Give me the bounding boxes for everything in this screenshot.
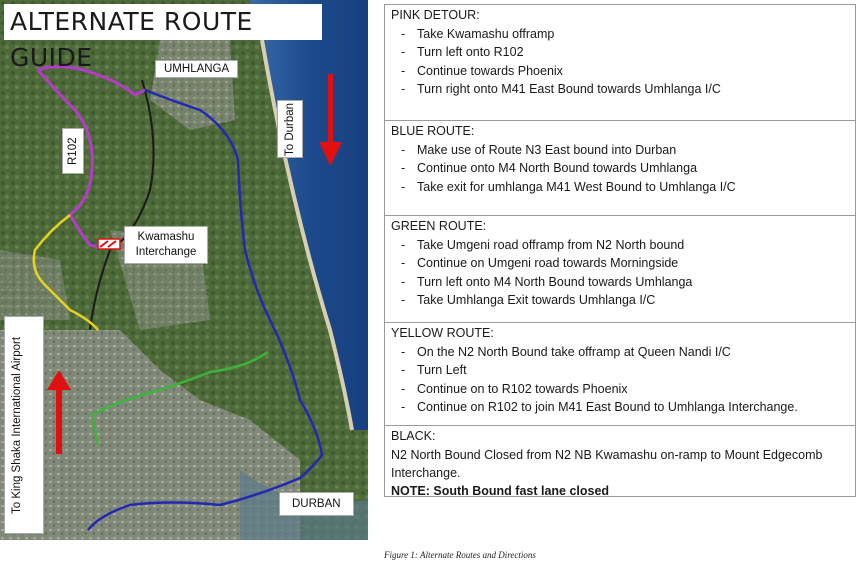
- route-step: - Turn left onto R102: [397, 43, 849, 61]
- route-step: - Take exit for umhlanga M41 West Bound to Umhlanga I/C: [397, 178, 849, 196]
- route-step: - Continue on R102 to join M41 East Bound to Umhlanga Interchange.: [397, 398, 849, 416]
- route-step: - Continue on Umgeni road towards Morningside: [397, 254, 849, 272]
- label-to-durban: To Durban: [277, 100, 303, 158]
- road-closed-sign-icon: [98, 239, 120, 249]
- label-r102: R102: [62, 128, 84, 174]
- black-route-note: NOTE: South Bound fast lane closed: [391, 484, 610, 498]
- route-box-green: [384, 215, 856, 323]
- directions-panel: [384, 4, 856, 496]
- route-map: [0, 0, 368, 540]
- figure-caption: Figure 1: Alternate Routes and Directions: [384, 550, 536, 560]
- route-box-pink: [384, 4, 856, 121]
- label-umhlanga: UMHLANGA: [155, 60, 238, 78]
- route-step: - Turn left onto M4 North Bound towards Umhlanga: [397, 273, 849, 291]
- route-title: PINK DETOUR:: [391, 8, 480, 22]
- route-box-yellow: [384, 322, 856, 426]
- label-to-airport: To King Shaka International Airport: [4, 316, 44, 534]
- route-title: BLUE ROUTE:: [391, 124, 475, 138]
- label-durban: DURBAN: [279, 492, 354, 516]
- route-step: - Continue on to R102 towards Phoenix: [397, 380, 849, 398]
- route-step: - On the N2 North Bound take offramp at Queen Nandi I/C: [397, 343, 849, 361]
- route-box-black: [384, 425, 856, 497]
- route-step: - Take Kwamashu offramp: [397, 25, 849, 43]
- route-step: - Continue towards Phoenix: [397, 62, 849, 80]
- label-kwamashu-interchange: Kwamashu Interchange: [124, 226, 208, 264]
- map-title: ALTERNATE ROUTE GUIDE: [4, 4, 322, 40]
- route-step: - Continue onto M4 North Bound towards Umhlanga: [397, 159, 849, 177]
- route-step: - Turn right onto M41 East Bound towards Umhlanga I/C: [397, 80, 849, 98]
- route-title: YELLOW ROUTE:: [391, 326, 494, 340]
- satellite-map-image: [0, 0, 368, 540]
- route-box-blue: [384, 120, 856, 216]
- route-step: - Take Umgeni road offramp from N2 North bound: [397, 236, 849, 254]
- black-route-text: N2 North Bound Closed from N2 NB Kwamashu on-ramp to Mount Edgecomb Interchange.: [391, 448, 823, 480]
- route-step: - Make use of Route N3 East bound into Durban: [397, 141, 849, 159]
- route-step: - Turn Left: [397, 361, 849, 379]
- route-title: BLACK:: [391, 429, 436, 443]
- route-step: - Take Umhlanga Exit towards Umhlanga I/C: [397, 291, 849, 309]
- route-title: GREEN ROUTE:: [391, 219, 487, 233]
